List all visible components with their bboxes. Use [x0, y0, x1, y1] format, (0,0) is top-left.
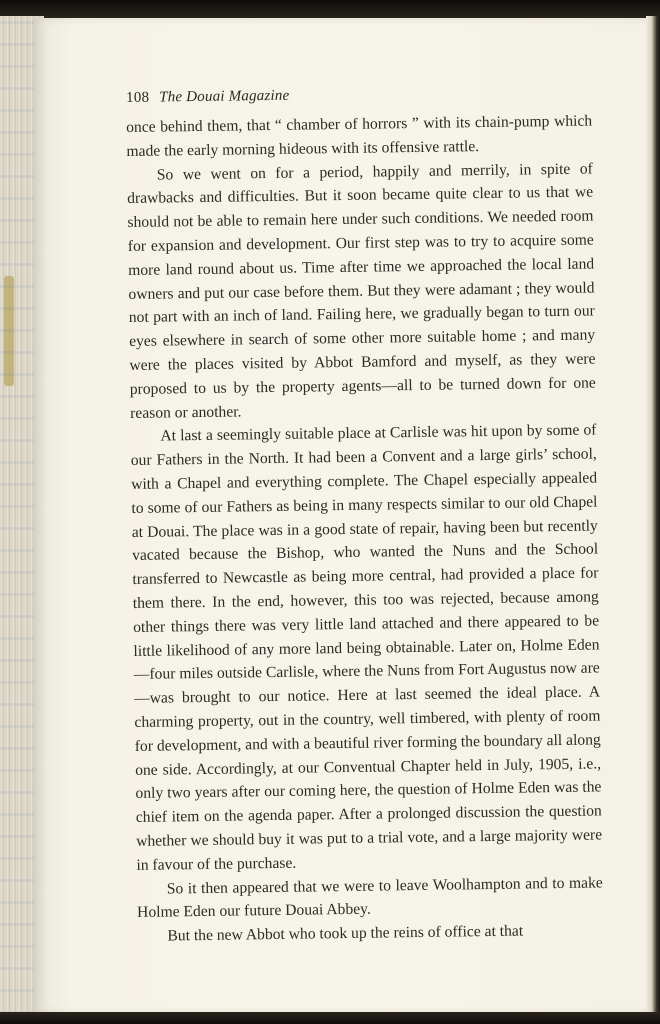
paragraph: So we went on for a period, happily and merrily, in spite of drawbacks and difficulties. But it soon became quite clear to us that we should not be able to remain here under such conditions. We needed room for expansion and development. Our first step was to try to acquire some more land round about us. Time after time we approached the local land owners and put our case before them. But they were adamant ; they would not part with an inch of land. Failing here, we gradually began to turn our eyes elsewhere in search of some other more suitable home ; and many were the places visited by Abbot Bamford and myself, as they were proposed to us by the property agents—all to be turned down for one reason or another.	[127, 160, 596, 422]
scan-top-edge	[0, 0, 660, 18]
paragraph-continuation: once behind them, that “ chamber of horrors ” with its chain-pump which made the early morning hideous with its offensive rattle.	[126, 112, 593, 160]
paragraph: So it then appeared that we were to leave Woolhampton and to make Holme Eden our future Douai Abbey.	[137, 873, 603, 922]
book-page	[34, 18, 646, 1014]
body-text	[126, 109, 604, 948]
magazine-title: The Douai Magazine	[159, 87, 290, 106]
paragraph: At last a seemingly suitable place at Carlisle was hit upon by some of our Fathers in the North. It had been a Convent and a large girls’ school, with a Chapel and everything complete. The Chapel especially appealed to some of our Fathers as being in many respects similar to our old Chapel at Douai. The place was in a good state of repair, having been but recently vacated because the Bishop, who wanted the Nuns and the School transferred to Newcastle as being more central, had provided a place for them there. In the end, however, this too was rejected, because among other things there was very little land attached and there appeared to be little likelihood of any more land being obtainable. Later on, Holme Eden—four miles outside Carlisle, where the Nuns from Fort Augustus now are—was brought to our notice. Here at last seemed the ideal place. A charming property, out in the country, well timbered, with plenty of room for development, and with a beautiful river forming the boundary all along one side. Accordingly, at our Conventual Chapter held in July, 1905, i.e., only two years after our coming here, the question of Holme Eden was the chief item on the agenda paper. After a prolonged discussion the question whether we should buy it was put to a trial vote, and a large majority were in favour of the purchase.	[130, 421, 603, 874]
page-number: 108	[126, 89, 150, 106]
paragraph: But the new Abbot who took up the reins of office at that	[167, 922, 524, 945]
scan-bottom-edge	[0, 1012, 660, 1024]
binding-edge	[646, 16, 660, 1014]
running-head	[126, 88, 290, 107]
